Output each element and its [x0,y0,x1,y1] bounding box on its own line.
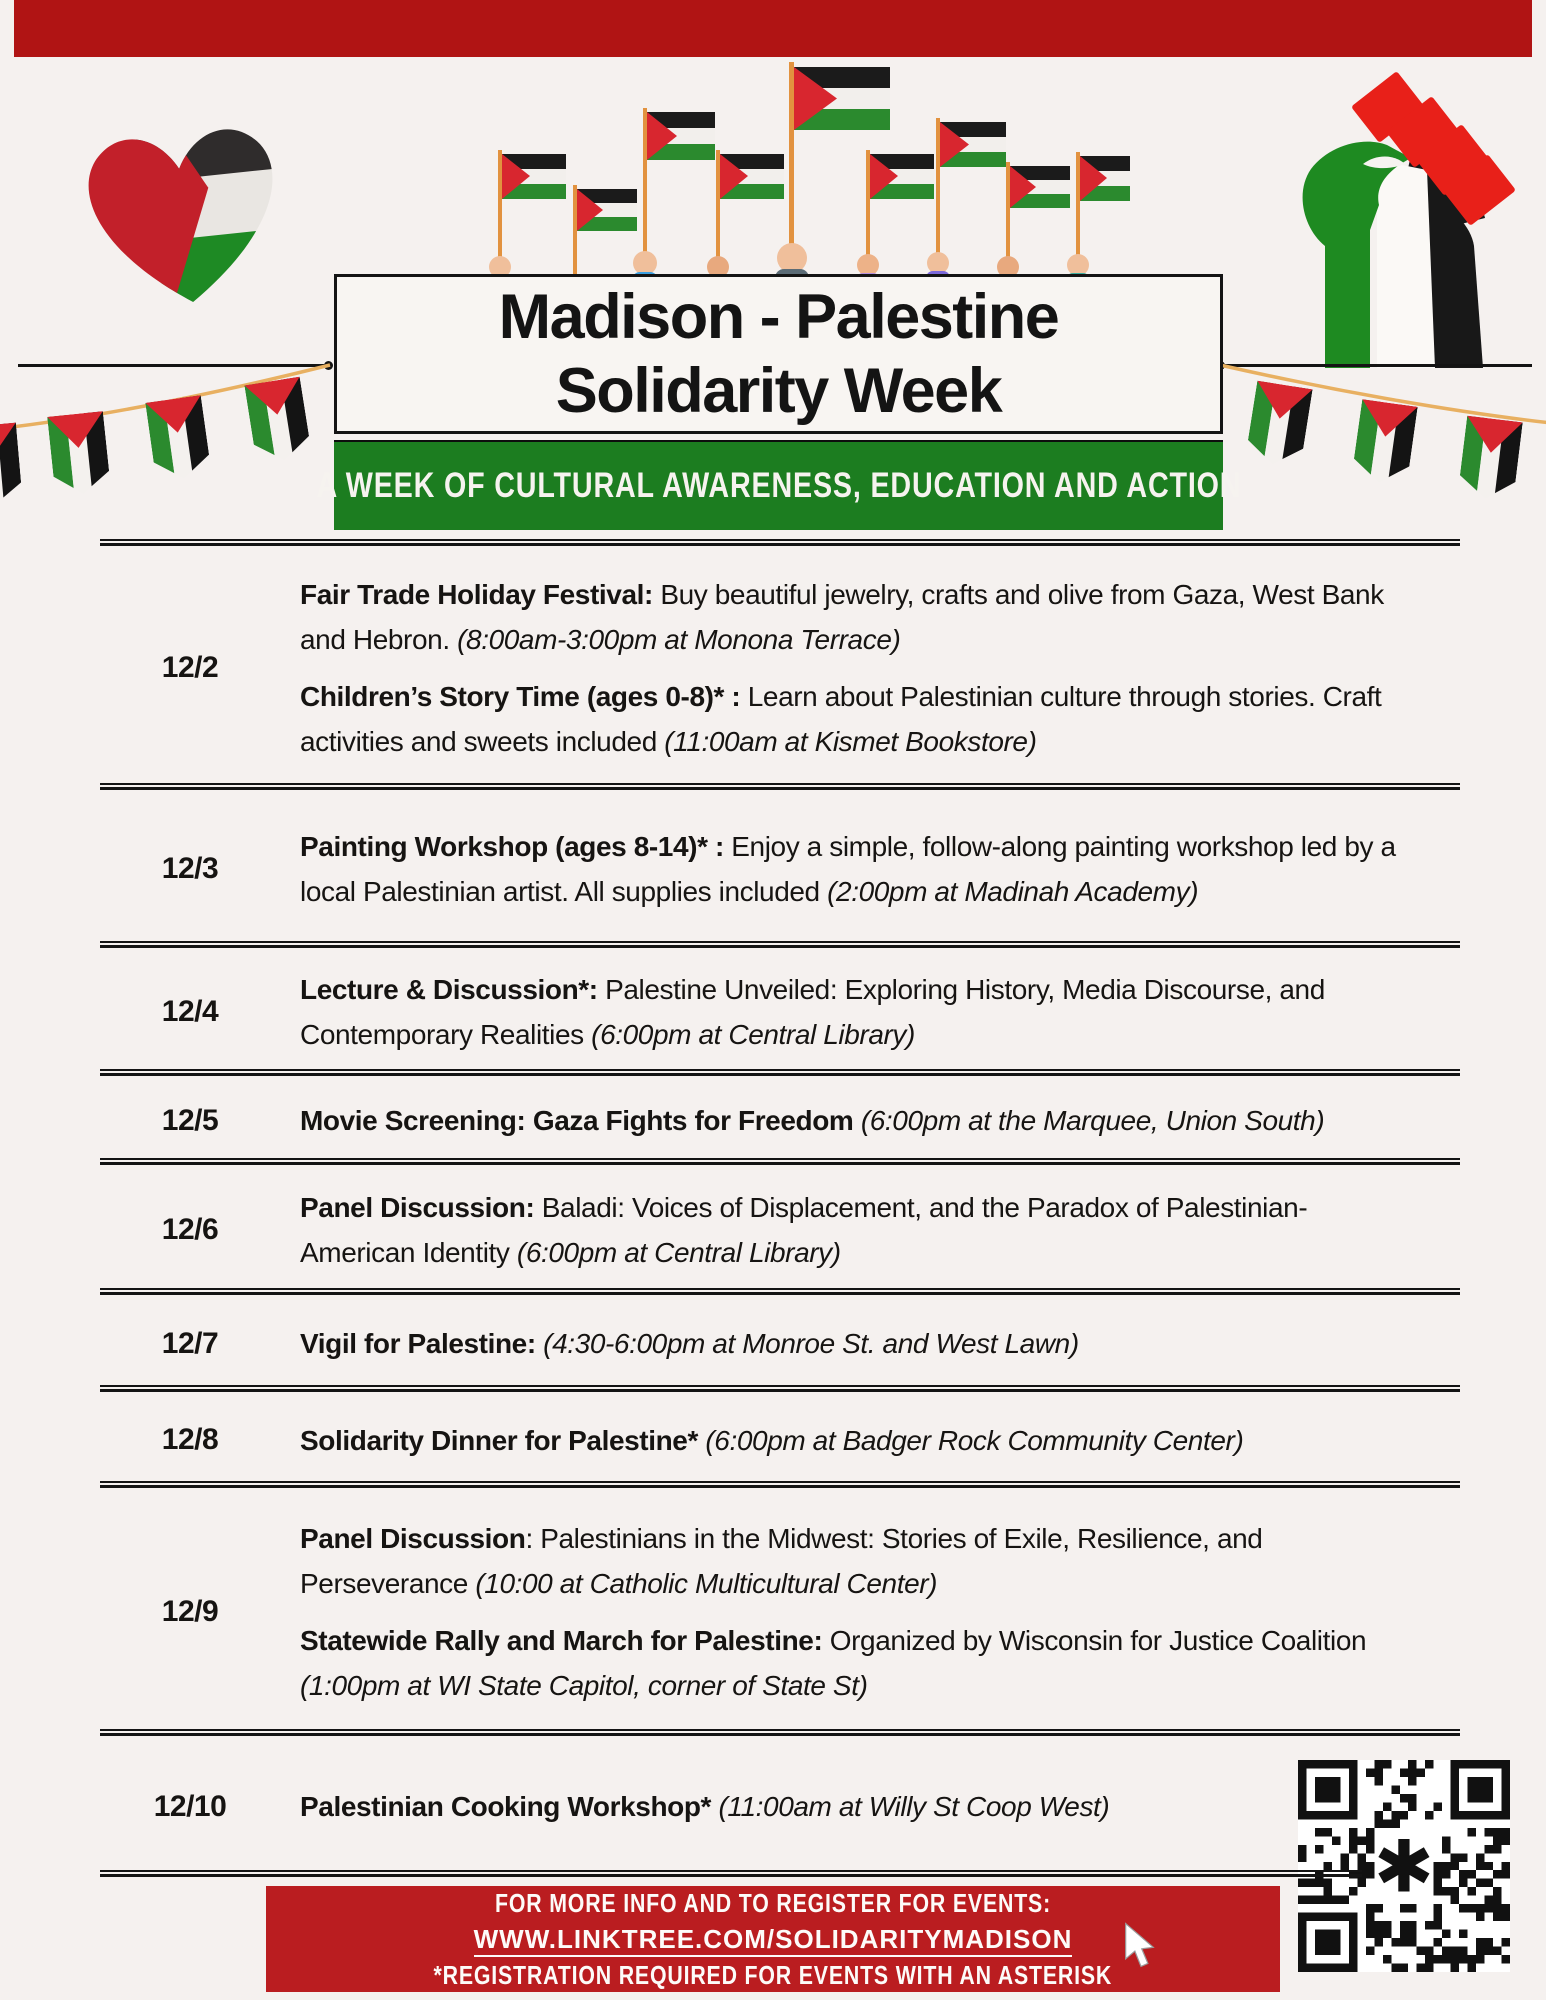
event-title: Movie Screening: Gaza Fights for Freedom [300,1105,854,1136]
event-entry [300,1098,1418,1143]
poster-title-line2: Solidarity Week [555,356,1002,426]
footer-info: FOR MORE INFO AND TO REGISTER FOR EVENTS: [495,1888,1051,1918]
title-box [334,274,1223,434]
schedule-row-12-6 [0,1165,1546,1295]
schedule-top-rule [100,539,1460,546]
event-title: Panel Discussion [300,1523,526,1554]
event-date: 12/8 [161,1423,219,1456]
event-details: (11:00am at Willy St Coop West) [718,1791,1110,1822]
subtitle-banner [316,440,1241,530]
event-title: Palestinian Cooking Workshop* [300,1791,712,1822]
event-date: 12/10 [153,1789,227,1823]
event-details: (6:00pm at Central Library) [591,1019,915,1050]
event-date: 12/7 [161,1326,219,1360]
event-desc: Buy beautiful jewelry, crafts and olive from Gaza, West Bank and Hebron. [300,579,1384,655]
subtitle-text: A WEEK OF CULTURAL AWARENESS, EDUCATION AND ACTION [316,466,1241,505]
schedule-row-12-10 [0,1736,1546,1877]
event-entry [300,572,1418,662]
event-details: (1:00pm at WI State Capitol, corner of State St) [300,1670,868,1701]
event-date: 12/4 [161,995,219,1028]
event-details: (11:00am at Kismet Bookstore) [664,726,1037,757]
event-desc [853,1105,860,1136]
event-title: Vigil for Palestine: [300,1328,536,1359]
solidarity-fist-icon [1266,68,1518,368]
event-desc: Baladi: Voices of Displacement, and the Paradox of Palestinian-American Identity [300,1192,1308,1268]
svg-text:✱: ✱ [1373,1824,1435,1909]
footer-link[interactable]: WWW.LINKTREE.COM/SOLIDARITYMADISON [474,1924,1073,1957]
event-entry [300,1516,1418,1606]
event-entry [300,1185,1418,1275]
event-details: (6:00pm at Badger Rock Community Center) [705,1424,1244,1456]
event-title: Lecture & Discussion*: [300,974,598,1005]
event-details: (6:00pm at the Marquee, Union South) [860,1105,1325,1136]
event-desc: Learn about Palestinian culture through stories. Craft activities and sweets included [300,681,1382,757]
schedule-row-12-3 [0,790,1546,948]
schedule-row-12-8 [0,1392,1546,1488]
event-title: Statewide Rally and March for Palestine: [300,1625,823,1656]
event-entry [300,1418,1418,1463]
event-date: 12/5 [161,1103,219,1137]
event-details: (10:00 at Catholic Multicultural Center) [475,1568,938,1599]
event-details: (8:00am-3:00pm at Monona Terrace) [457,624,901,655]
top-red-bar [14,0,1532,57]
schedule-row-12-5 [0,1076,1546,1165]
event-details: (2:00pm at Madinah Academy) [827,876,1199,907]
event-desc: Enjoy a simple, follow-along painting workshop led by a local Palestinian artist. All supplies included [300,831,1396,907]
event-entry [300,1784,1418,1829]
event-entry [300,674,1418,764]
schedule-row-12-2 [0,546,1546,790]
event-title: Children’s Story Time (ages 0-8)* : [300,681,741,712]
schedule-row-12-7 [0,1295,1546,1392]
event-title: Painting Workshop (ages 8-14)* : [300,831,724,862]
cursor-icon [1122,1922,1160,1968]
schedule-row-12-9 [0,1488,1546,1736]
footer-note: *REGISTRATION REQUIRED FOR EVENTS WITH AN ASTERISK [433,1960,1113,1990]
event-date: 12/6 [161,1213,219,1246]
event-desc: Organized by Wisconsin for Justice Coalition [822,1625,1367,1656]
event-title: Fair Trade Holiday Festival: [300,579,653,610]
event-date: 12/2 [161,651,219,684]
event-desc: : Palestinians in the Midwest: Stories of Exile, Resilience, and Perseverance [300,1523,1263,1599]
event-details: (6:00pm at Central Library) [516,1237,841,1268]
schedule-table [0,546,1546,1877]
schedule-row-12-4 [0,948,1546,1076]
event-date: 12/9 [161,1595,219,1628]
event-entry [300,967,1418,1057]
event-title: Solidarity Dinner for Palestine* [300,1424,698,1456]
flag-heart-icon [58,88,308,323]
poster-title-line1: Madison - Palestine [498,282,1059,352]
event-date: 12/3 [161,852,219,885]
event-title: Panel Discussion: [300,1192,535,1223]
event-details: (4:30-6:00pm at Monroe St. and West Lawn) [543,1328,1079,1359]
event-desc: Palestine Unveiled: Exploring History, Media Discourse, and Contemporary Realities [300,974,1325,1050]
event-entry [300,1321,1418,1366]
event-entry [300,824,1418,914]
event-entry [300,1618,1418,1708]
